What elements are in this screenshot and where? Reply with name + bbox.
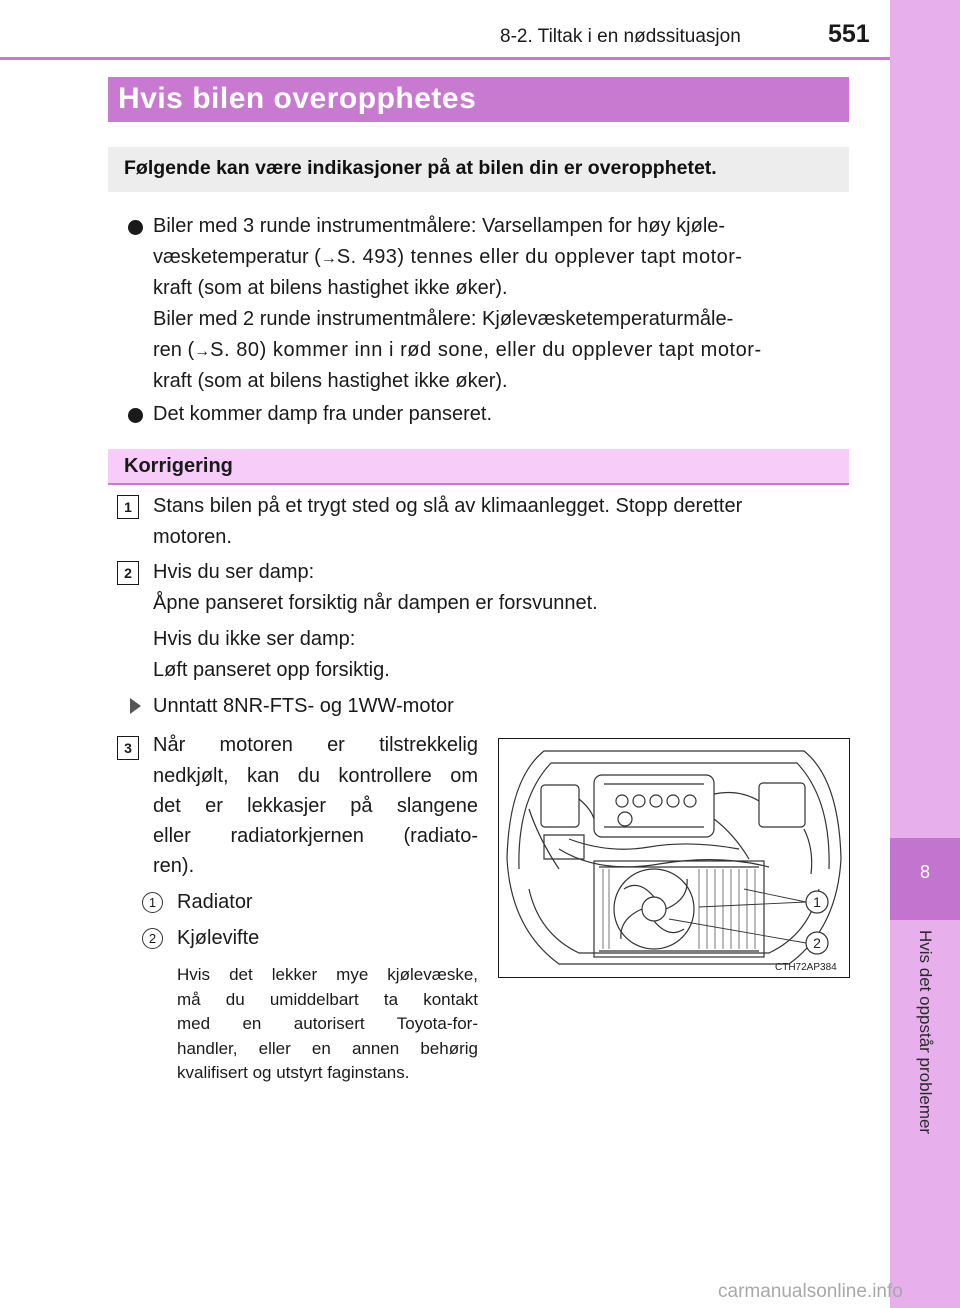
- header-divider: [0, 57, 890, 60]
- step-3-line-5: ren).: [153, 855, 195, 877]
- note-line: handler, eller en annen behørig: [177, 1038, 478, 1058]
- note-line: kvalifisert og utstyrt faginstans.: [177, 1063, 410, 1082]
- text-fragment: S. 493) tennes eller du opplever tapt motor-: [336, 246, 743, 268]
- bullet-1-line-1: Biler med 3 runde instrumentmålere: Varsellampen for høy kjøle-: [153, 215, 726, 237]
- bullet-1-line-4: Biler med 2 runde instrumentmålere: Kjølevæsketemperaturmåle-: [153, 308, 734, 330]
- bullet-dot: [128, 220, 143, 235]
- arrow-ref-icon: →: [320, 250, 337, 267]
- step-3-line-4: eller radiatorkjernen (radiato-: [153, 825, 478, 847]
- step-2-line-1: Hvis du ser damp:: [153, 561, 315, 583]
- legend-label-cooling-fan: Kjølevifte: [177, 927, 260, 949]
- bullet-dot: [128, 408, 143, 423]
- bullet-1-line-3: kraft (som at bilens hastighet ikke øker).: [153, 277, 508, 299]
- callout-2: 2: [813, 935, 821, 951]
- step-1-line-2: motoren.: [153, 526, 232, 548]
- arrow-ref-icon: →: [194, 343, 211, 360]
- legend-number-1: 1: [142, 892, 163, 913]
- legend-number-2: 2: [142, 928, 163, 949]
- note-line: Hvis det lekker mye kjølevæske,: [177, 965, 478, 984]
- step-3-line-3: det er lekkasjer på slangene: [153, 795, 478, 817]
- step-2-line-3: Hvis du ikke ser damp:: [153, 628, 356, 650]
- step-2-line-4: Løft panseret opp forsiktig.: [153, 659, 390, 681]
- note-line: med en autorisert Toyota-for-: [177, 1014, 478, 1033]
- step-2-line-2: Åpne panseret forsiktig når dampen er forsvunnet.: [153, 592, 598, 614]
- correction-underline: [108, 483, 849, 485]
- chapter-number: 8: [919, 862, 930, 882]
- callout-1: 1: [813, 894, 821, 910]
- page-title: Hvis bilen overopphetes: [118, 82, 477, 115]
- warning-note: [177, 963, 478, 1086]
- page-number: 551: [828, 20, 870, 48]
- bullet-2-text: Det kommer damp fra under panseret.: [153, 403, 493, 425]
- legend-label-radiator: Radiator: [177, 891, 253, 913]
- engine-bay-illustration: [498, 738, 850, 978]
- correction-heading: Korrigering: [124, 455, 233, 477]
- text-fragment: ren (: [153, 339, 195, 361]
- step-3-badge: 3: [117, 736, 139, 760]
- intro-text: Følgende kan være indikasjoner på at bilen din er overopphetet.: [124, 157, 717, 179]
- triangle-marker-icon: [130, 698, 141, 714]
- section-header: 8-2. Tiltak i en nødssituasjon: [500, 26, 741, 47]
- bullet-1-line-5: [153, 335, 841, 367]
- step-1-badge: 1: [117, 495, 139, 519]
- engine-variant-heading: Unntatt 8NR-FTS- og 1WW-motor: [153, 695, 454, 717]
- text-fragment: væsketemperatur (: [153, 246, 321, 268]
- step-3-line-1: Når motoren er tilstrekkelig: [153, 734, 478, 756]
- engine-bay-drawing: [499, 739, 849, 977]
- watermark: carmanualsonline.info: [718, 1281, 903, 1302]
- note-line: må du umiddelbart ta kontakt: [177, 989, 478, 1009]
- bullet-1-line-6: kraft (som at bilens hastighet ikke øker).: [153, 370, 508, 392]
- figure-code: CTH72AP384: [775, 962, 837, 973]
- step-1-line-1: Stans bilen på et trygt sted og slå av klimaanlegget. Stopp deretter: [153, 495, 743, 517]
- text-fragment: S. 80) kommer inn i rød sone, eller du opplever tapt motor-: [210, 339, 762, 361]
- bullet-1-line-2: [153, 242, 841, 274]
- step-2-badge: 2: [117, 561, 139, 585]
- step-3-line-2: nedkjølt, kan du kontrollere om: [153, 765, 478, 787]
- chapter-title: Hvis det oppstår problemer: [916, 930, 935, 1135]
